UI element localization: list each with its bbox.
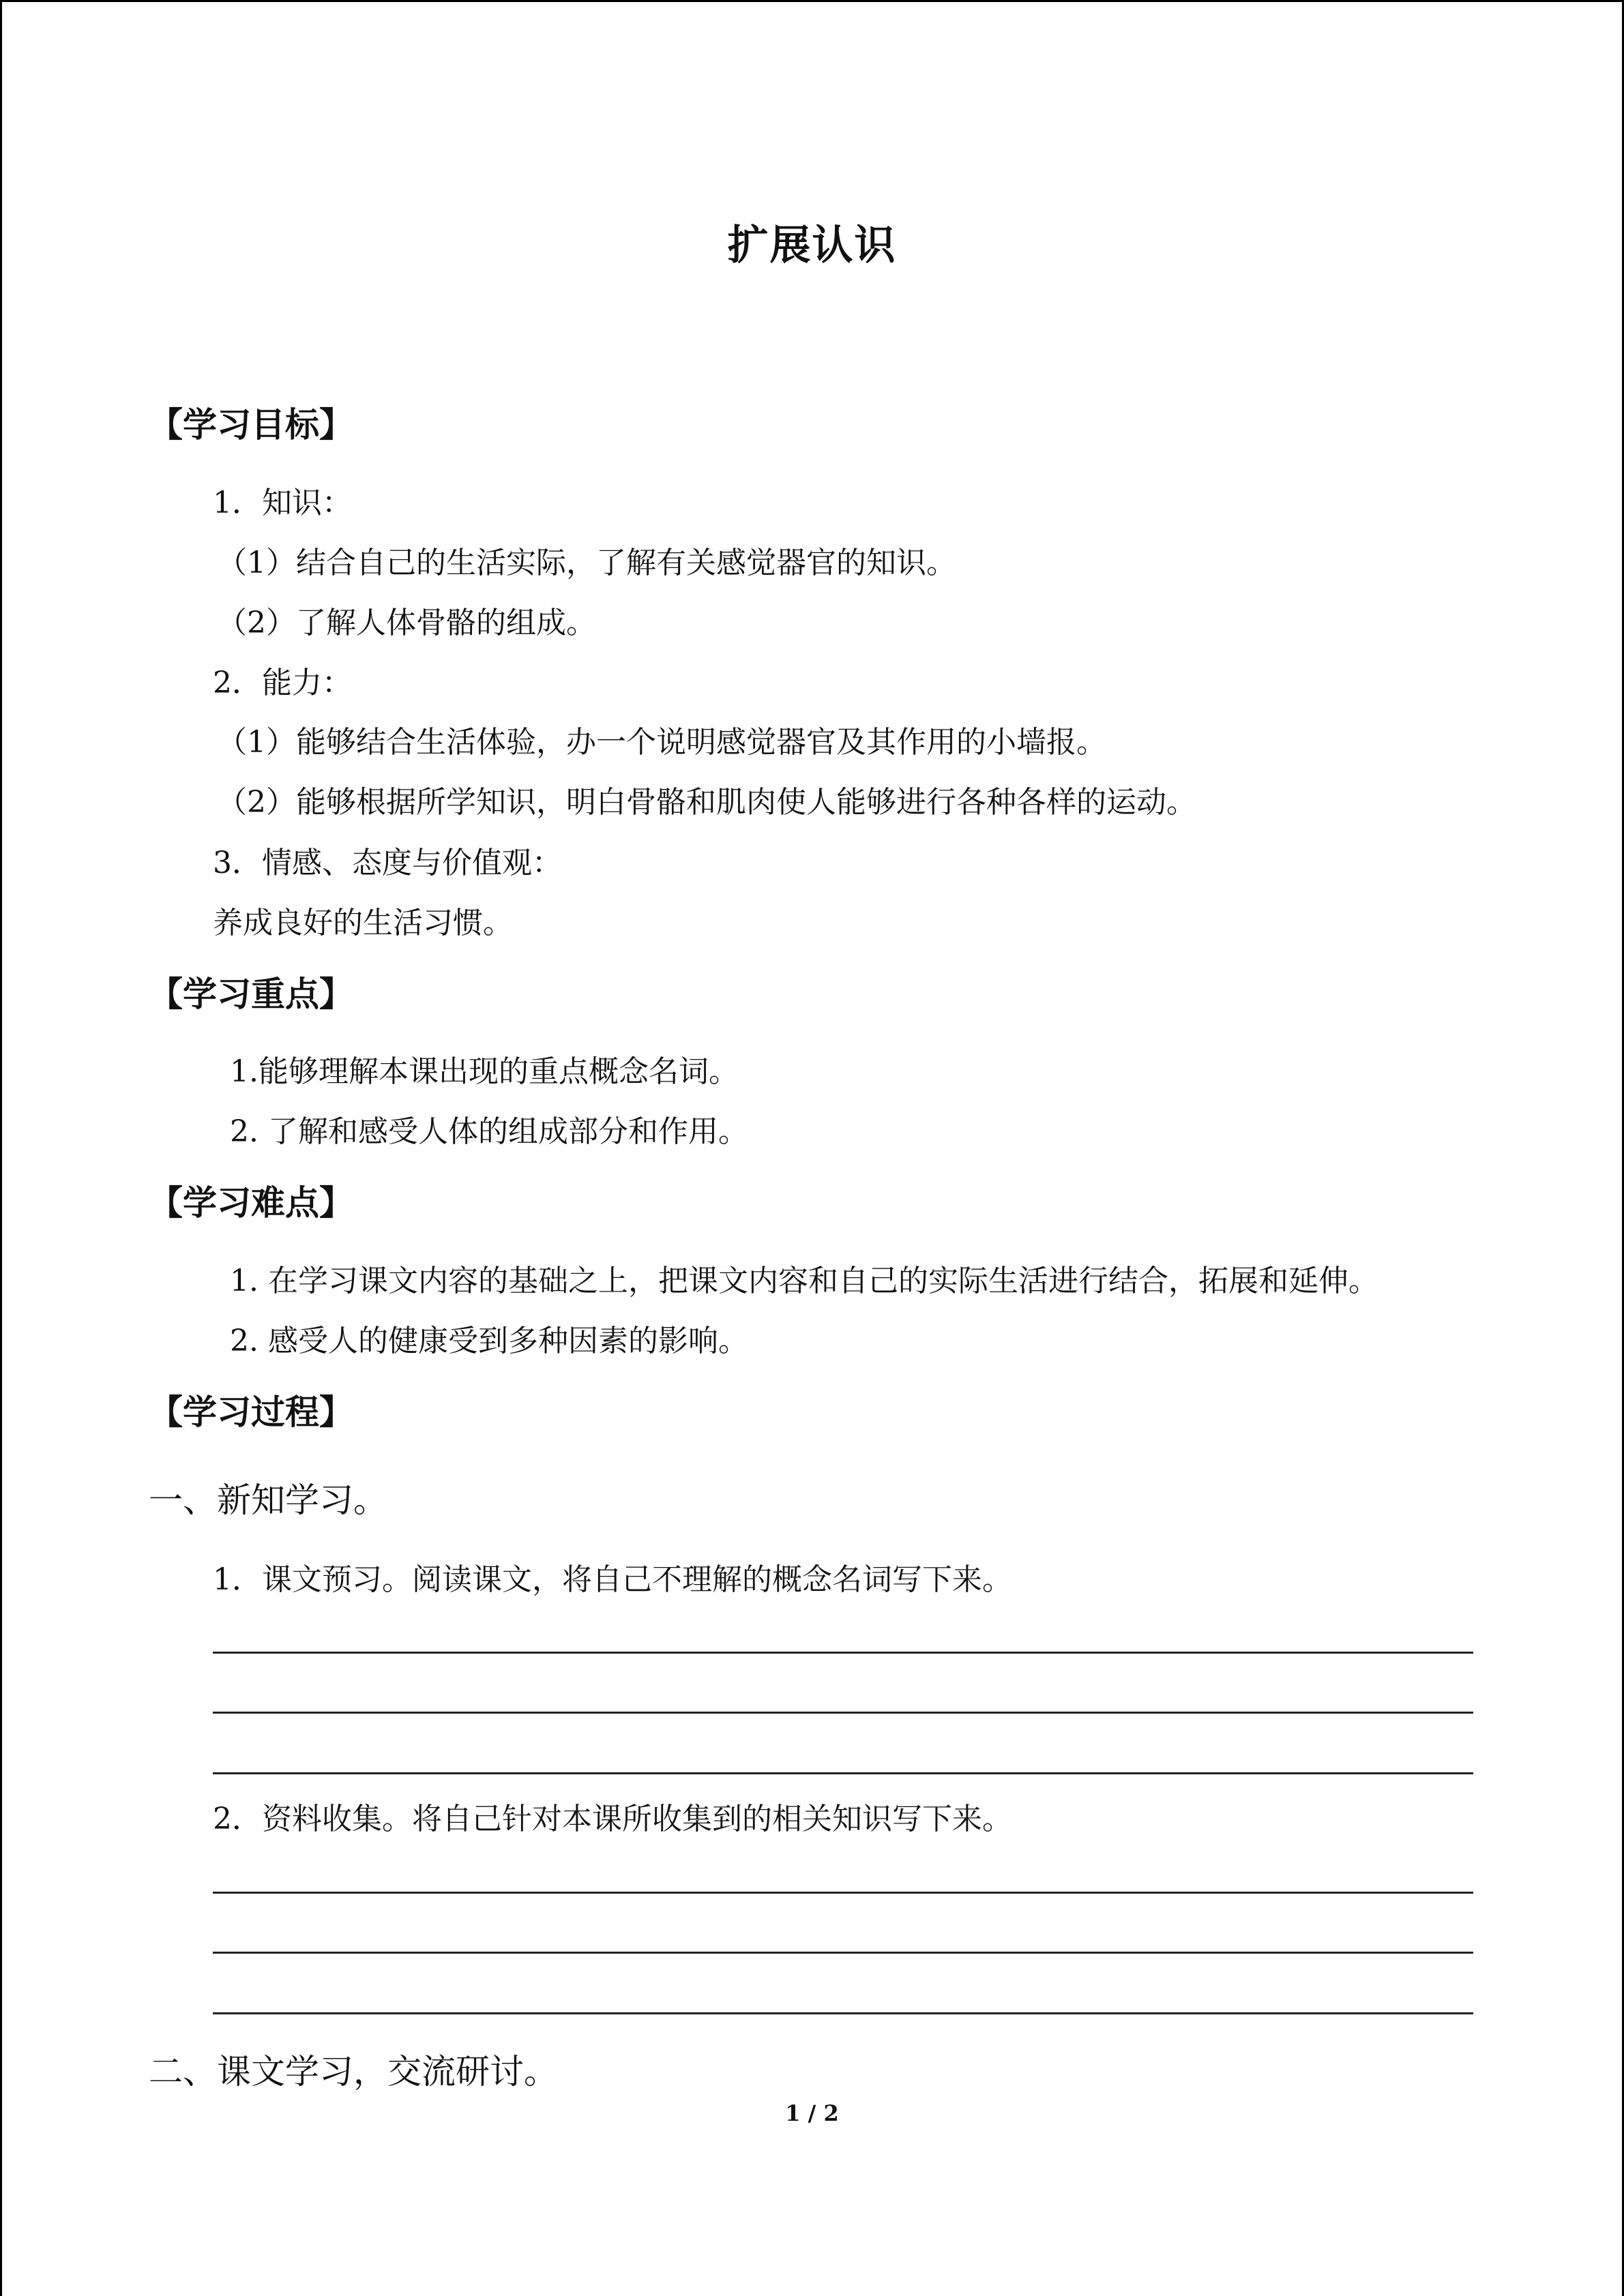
- objectives-heading: 【学习目标】: [149, 405, 353, 445]
- key-point-line: 2. 了解和感受人体的组成部分和作用。: [230, 1114, 748, 1149]
- page-title: 扩展认识: [727, 222, 897, 269]
- key-points-heading: 【学习重点】: [149, 974, 353, 1014]
- objective-line: 3．情感、态度与价值观：: [213, 846, 562, 880]
- objective-line: （1）能够结合生活体验，办一个说明感觉器官及其作用的小墙报。: [217, 725, 1106, 760]
- answer-line[interactable]: [213, 1772, 1473, 1774]
- answer-line[interactable]: [213, 1952, 1473, 1954]
- answer-line[interactable]: [213, 1652, 1473, 1654]
- part2-title: 二、课文学习，交流研讨。: [149, 2052, 558, 2091]
- objective-line: （2）了解人体骨骼的组成。: [217, 606, 596, 640]
- objective-line: （2）能够根据所学知识，明白骨骼和肌肉使人能够进行各种各样的运动。: [217, 785, 1196, 820]
- objective-line: 养成良好的生活习惯。: [213, 906, 513, 940]
- task2-text: 2．资料收集。将自己针对本课所收集到的相关知识写下来。: [213, 1802, 1012, 1836]
- difficulty-line: 1. 在学习课文内容的基础之上，把课文内容和自己的实际生活进行结合，拓展和延伸。: [230, 1264, 1378, 1298]
- answer-line[interactable]: [213, 1712, 1473, 1714]
- key-point-line: 1.能够理解本课出现的重点概念名词。: [230, 1054, 739, 1089]
- part1-title: 一、新知学习。: [149, 1480, 387, 1520]
- page-number: 1 / 2: [785, 2100, 839, 2126]
- difficulties-heading: 【学习难点】: [149, 1183, 353, 1223]
- objective-line: 1．知识：: [213, 486, 352, 520]
- task1-text: 1．课文预习。阅读课文，将自己不理解的概念名词写下来。: [213, 1562, 1012, 1597]
- difficulty-line: 2. 感受人的健康受到多种因素的影响。: [230, 1324, 748, 1358]
- objective-line: 2．能力：: [213, 666, 352, 700]
- answer-line[interactable]: [213, 1892, 1473, 1894]
- process-heading: 【学习过程】: [149, 1392, 353, 1432]
- objective-line: （1）结合自己的生活实际，了解有关感觉器官的知识。: [217, 546, 956, 580]
- answer-line[interactable]: [213, 2012, 1473, 2014]
